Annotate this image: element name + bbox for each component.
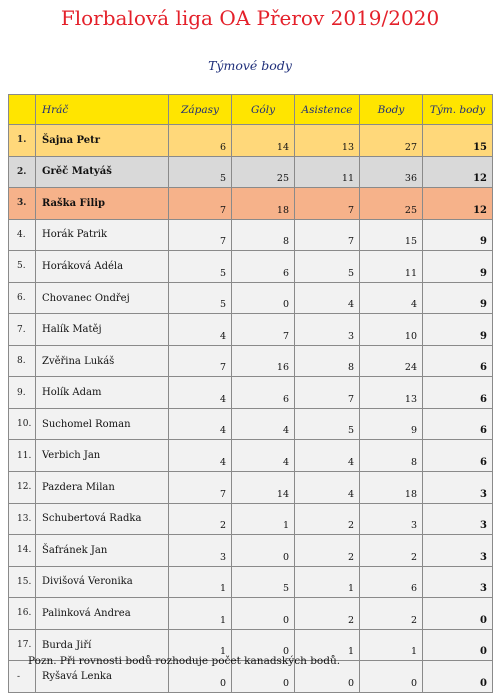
cell-goals: 14 — [232, 472, 295, 504]
cell-player-name: Horák Patrik — [36, 219, 169, 251]
table-row — [9, 188, 493, 220]
cell-player-name: Raška Filip — [36, 188, 169, 220]
table-row — [9, 503, 493, 535]
cell-assists: 7 — [295, 219, 360, 251]
header-rank — [9, 95, 36, 125]
cell-points: 0 — [360, 661, 423, 693]
cell-points: 1 — [360, 629, 423, 661]
cell-rank: - — [9, 661, 36, 693]
cell-goals: 0 — [232, 629, 295, 661]
cell-rank: 17. — [9, 629, 36, 661]
cell-points: 2 — [360, 535, 423, 567]
cell-goals: 0 — [232, 598, 295, 630]
table-row — [9, 566, 493, 598]
cell-goals: 7 — [232, 314, 295, 346]
cell-assists: 1 — [295, 566, 360, 598]
cell-player-name: Ryšavá Lenka — [36, 661, 169, 693]
cell-points: 2 — [360, 598, 423, 630]
cell-rank: 3. — [9, 188, 36, 220]
cell-matches: 4 — [169, 408, 232, 440]
cell-points: 24 — [360, 345, 423, 377]
cell-team-points: 9 — [423, 219, 493, 251]
cell-assists: 4 — [295, 282, 360, 314]
cell-rank: 7. — [9, 314, 36, 346]
table-row — [9, 472, 493, 504]
cell-team-points: 0 — [423, 598, 493, 630]
cell-rank: 4. — [9, 219, 36, 251]
cell-rank: 13. — [9, 503, 36, 535]
cell-assists: 2 — [295, 535, 360, 567]
cell-team-points: 15 — [423, 125, 493, 157]
cell-rank: 10. — [9, 408, 36, 440]
cell-rank: 5. — [9, 251, 36, 283]
cell-matches: 7 — [169, 219, 232, 251]
table-row — [9, 156, 493, 188]
header-matches: Zápasy — [169, 95, 232, 125]
cell-player-name: Divišová Veronika — [36, 566, 169, 598]
cell-matches: 3 — [169, 535, 232, 567]
cell-team-points: 9 — [423, 282, 493, 314]
cell-matches: 5 — [169, 156, 232, 188]
cell-assists: 4 — [295, 472, 360, 504]
cell-rank: 11. — [9, 440, 36, 472]
cell-team-points: 9 — [423, 314, 493, 346]
cell-player-name: Halík Matěj — [36, 314, 169, 346]
cell-goals: 25 — [232, 156, 295, 188]
cell-matches: 1 — [169, 598, 232, 630]
cell-matches: 7 — [169, 188, 232, 220]
cell-matches: 5 — [169, 251, 232, 283]
cell-assists: 7 — [295, 377, 360, 409]
cell-assists: 7 — [295, 188, 360, 220]
cell-assists: 5 — [295, 251, 360, 283]
cell-rank: 15. — [9, 566, 36, 598]
cell-team-points: 6 — [423, 345, 493, 377]
cell-rank: 14. — [9, 535, 36, 567]
header-assists: Asistence — [295, 95, 360, 125]
cell-player-name: Pazdera Milan — [36, 472, 169, 504]
cell-team-points: 0 — [423, 629, 493, 661]
cell-rank: 2. — [9, 156, 36, 188]
cell-points: 36 — [360, 156, 423, 188]
cell-goals: 6 — [232, 251, 295, 283]
cell-rank: 9. — [9, 377, 36, 409]
header-goals: Góly — [232, 95, 295, 125]
cell-goals: 0 — [232, 282, 295, 314]
table-row — [9, 125, 493, 157]
cell-points: 15 — [360, 219, 423, 251]
cell-goals: 16 — [232, 345, 295, 377]
cell-team-points: 9 — [423, 251, 493, 283]
cell-goals: 4 — [232, 408, 295, 440]
cell-matches: 7 — [169, 345, 232, 377]
cell-goals: 18 — [232, 188, 295, 220]
cell-points: 27 — [360, 125, 423, 157]
cell-assists: 11 — [295, 156, 360, 188]
cell-team-points: 6 — [423, 377, 493, 409]
cell-points: 3 — [360, 503, 423, 535]
cell-rank: 1. — [9, 125, 36, 157]
cell-points: 11 — [360, 251, 423, 283]
header-team-points: Tým. body — [423, 95, 493, 125]
cell-player-name: Palinková Andrea — [36, 598, 169, 630]
cell-goals: 1 — [232, 503, 295, 535]
cell-points: 25 — [360, 188, 423, 220]
cell-rank: 12. — [9, 472, 36, 504]
cell-points: 9 — [360, 408, 423, 440]
cell-points: 18 — [360, 472, 423, 504]
cell-player-name: Chovanec Ondřej — [36, 282, 169, 314]
cell-assists: 4 — [295, 440, 360, 472]
cell-rank: 8. — [9, 345, 36, 377]
cell-assists: 8 — [295, 345, 360, 377]
table-row — [9, 535, 493, 567]
cell-team-points: 6 — [423, 408, 493, 440]
cell-team-points: 6 — [423, 440, 493, 472]
cell-goals: 14 — [232, 125, 295, 157]
cell-player-name: Šafránek Jan — [36, 535, 169, 567]
cell-goals: 0 — [232, 535, 295, 567]
cell-points: 8 — [360, 440, 423, 472]
cell-assists: 0 — [295, 661, 360, 693]
cell-assists: 3 — [295, 314, 360, 346]
cell-points: 4 — [360, 282, 423, 314]
table-row — [9, 219, 493, 251]
cell-matches: 4 — [169, 440, 232, 472]
cell-player-name: Holík Adam — [36, 377, 169, 409]
table-row — [9, 377, 493, 409]
table-row — [9, 598, 493, 630]
cell-player-name: Zvěřina Lukáš — [36, 345, 169, 377]
cell-team-points: 3 — [423, 566, 493, 598]
cell-rank: 6. — [9, 282, 36, 314]
cell-matches: 7 — [169, 472, 232, 504]
table-row — [9, 440, 493, 472]
cell-goals: 5 — [232, 566, 295, 598]
table-row — [9, 251, 493, 283]
cell-team-points: 0 — [423, 661, 493, 693]
page-title: Florbalová liga OA Přerov 2019/2020 — [60, 6, 440, 30]
cell-rank: 16. — [9, 598, 36, 630]
cell-player-name: Verbich Jan — [36, 440, 169, 472]
table-subtitle: Týmové body — [208, 58, 292, 73]
cell-matches: 6 — [169, 125, 232, 157]
cell-team-points: 3 — [423, 535, 493, 567]
header-points: Body — [360, 95, 423, 125]
cell-matches: 1 — [169, 566, 232, 598]
cell-assists: 1 — [295, 629, 360, 661]
footnote: Pozn. Při rovnosti bodů rozhoduje počet kanadských bodů. — [28, 655, 341, 667]
cell-goals: 4 — [232, 440, 295, 472]
cell-team-points: 12 — [423, 188, 493, 220]
cell-assists: 13 — [295, 125, 360, 157]
table-row — [9, 345, 493, 377]
table-row — [9, 408, 493, 440]
table-row — [9, 314, 493, 346]
cell-points: 13 — [360, 377, 423, 409]
cell-points: 10 — [360, 314, 423, 346]
cell-player-name: Šajna Petr — [36, 125, 169, 157]
cell-matches: 4 — [169, 314, 232, 346]
cell-points: 6 — [360, 566, 423, 598]
cell-goals: 6 — [232, 377, 295, 409]
cell-assists: 5 — [295, 408, 360, 440]
cell-player-name: Burda Jiří — [36, 629, 169, 661]
cell-matches: 0 — [169, 661, 232, 693]
cell-matches: 2 — [169, 503, 232, 535]
standings-table — [8, 94, 493, 693]
cell-goals: 8 — [232, 219, 295, 251]
cell-assists: 2 — [295, 503, 360, 535]
table-row — [9, 282, 493, 314]
cell-team-points: 3 — [423, 503, 493, 535]
cell-matches: 4 — [169, 377, 232, 409]
cell-matches: 1 — [169, 629, 232, 661]
cell-player-name: Schubertová Radka — [36, 503, 169, 535]
header-row — [9, 95, 493, 125]
cell-team-points: 3 — [423, 472, 493, 504]
cell-assists: 2 — [295, 598, 360, 630]
cell-player-name: Horáková Adéla — [36, 251, 169, 283]
cell-matches: 5 — [169, 282, 232, 314]
header-player: Hráč — [36, 95, 169, 125]
cell-goals: 0 — [232, 661, 295, 693]
cell-team-points: 12 — [423, 156, 493, 188]
cell-player-name: Grěč Matyáš — [36, 156, 169, 188]
cell-player-name: Suchomel Roman — [36, 408, 169, 440]
